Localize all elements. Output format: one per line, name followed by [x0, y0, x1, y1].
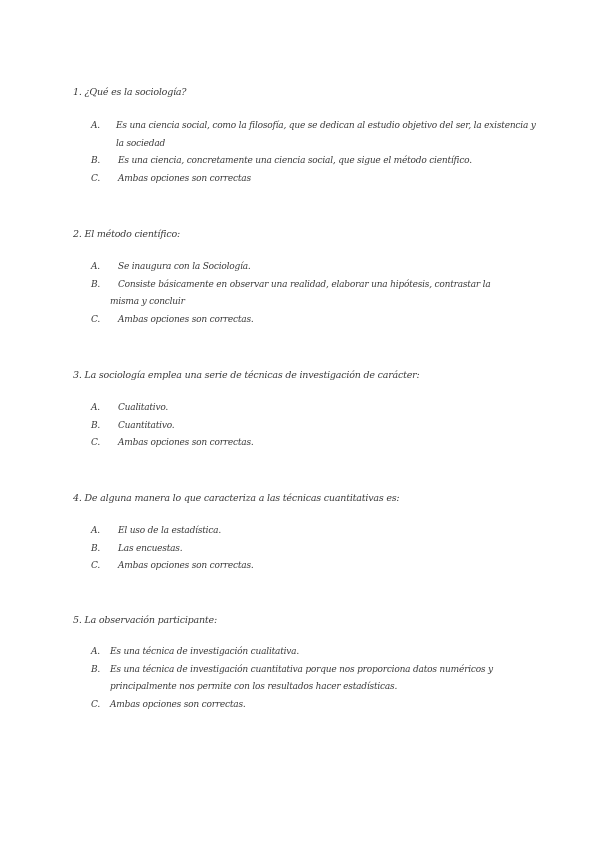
- option-b: [73, 662, 533, 697]
- options-list: [73, 400, 533, 453]
- option-a: [73, 400, 533, 418]
- option-text: Consiste básicamente en observar una realidad, elaborar una hipótesis, contrastar la misma y concluir: [110, 279, 491, 307]
- option-c: [73, 312, 533, 330]
- option-text: Ambas opciones son correctas.: [118, 438, 254, 448]
- option-text: Es una técnica de investigación cualitativa.: [110, 647, 300, 657]
- question-prompt: 4. De alguna manera lo que caracteriza a las técnicas cuantitativas es:: [73, 493, 400, 504]
- options-list: [73, 259, 533, 329]
- option-letter: B.: [91, 420, 101, 431]
- option-b: [73, 277, 533, 312]
- option-letter: A.: [91, 526, 100, 536]
- question-prompt: 3. La sociología emplea una serie de técnicas de investigación de carácter:: [73, 370, 420, 381]
- question-3: [73, 370, 533, 453]
- options-list: [73, 118, 536, 188]
- option-text: Es una ciencia, concretamente una ciencia social, que sigue el método científico.: [118, 156, 472, 166]
- option-letter: A.: [91, 262, 100, 272]
- option-text: Se inaugura con la Sociología.: [118, 262, 251, 272]
- option-a: [73, 118, 536, 153]
- options-list: [73, 523, 533, 576]
- option-a: [73, 523, 533, 541]
- option-c: [73, 558, 533, 576]
- option-letter: A.: [91, 647, 100, 657]
- option-letter: C.: [91, 438, 101, 448]
- option-c: [73, 435, 533, 453]
- option-letter: C.: [91, 561, 101, 571]
- question-1: [73, 87, 536, 188]
- question-4: [73, 493, 533, 576]
- option-c: [73, 697, 533, 715]
- option-a: [73, 644, 533, 662]
- option-text: Es una ciencia social, como la filosofía, que se dedican al estudio objetivo del ser, la existencia y la sociedad: [116, 121, 536, 149]
- option-text: Cualitativo.: [118, 403, 169, 413]
- option-letter: C.: [91, 699, 101, 710]
- question-prompt: 2. El método científico:: [73, 229, 181, 240]
- option-b: [73, 541, 533, 559]
- question-prompt: 1. ¿Qué es la sociología?: [73, 87, 187, 98]
- option-text: El uso de la estadística.: [118, 526, 222, 536]
- option-b: [73, 418, 533, 436]
- question-5: [73, 615, 533, 714]
- options-list: [73, 644, 533, 714]
- option-letter: B.: [91, 279, 101, 290]
- question-2: [73, 229, 533, 329]
- question-prompt: 5. La observación participante:: [73, 615, 217, 626]
- option-text: Ambas opciones son correctas.: [118, 314, 254, 325]
- option-a: [73, 259, 533, 277]
- option-text: Es una técnica de investigación cuantitativa porque nos proporciona datos numéricos y principalmente nos permite con los resultados hacer estadísticas.: [110, 664, 493, 692]
- option-text: Ambas opciones son correctas.: [110, 699, 246, 710]
- option-text: Ambas opciones son correctas.: [118, 561, 254, 571]
- option-text: Ambas opciones son correctas: [118, 173, 251, 184]
- option-b: [73, 153, 533, 171]
- option-text: Las encuestas.: [118, 543, 183, 554]
- option-letter: A.: [91, 121, 100, 131]
- option-letter: B.: [91, 664, 101, 675]
- option-c: [73, 171, 533, 189]
- option-letter: B.: [91, 156, 101, 166]
- option-letter: A.: [91, 403, 100, 413]
- option-letter: B.: [91, 543, 101, 554]
- option-letter: C.: [91, 173, 101, 184]
- option-text: Cuantitativo.: [118, 420, 175, 431]
- option-letter: C.: [91, 314, 101, 325]
